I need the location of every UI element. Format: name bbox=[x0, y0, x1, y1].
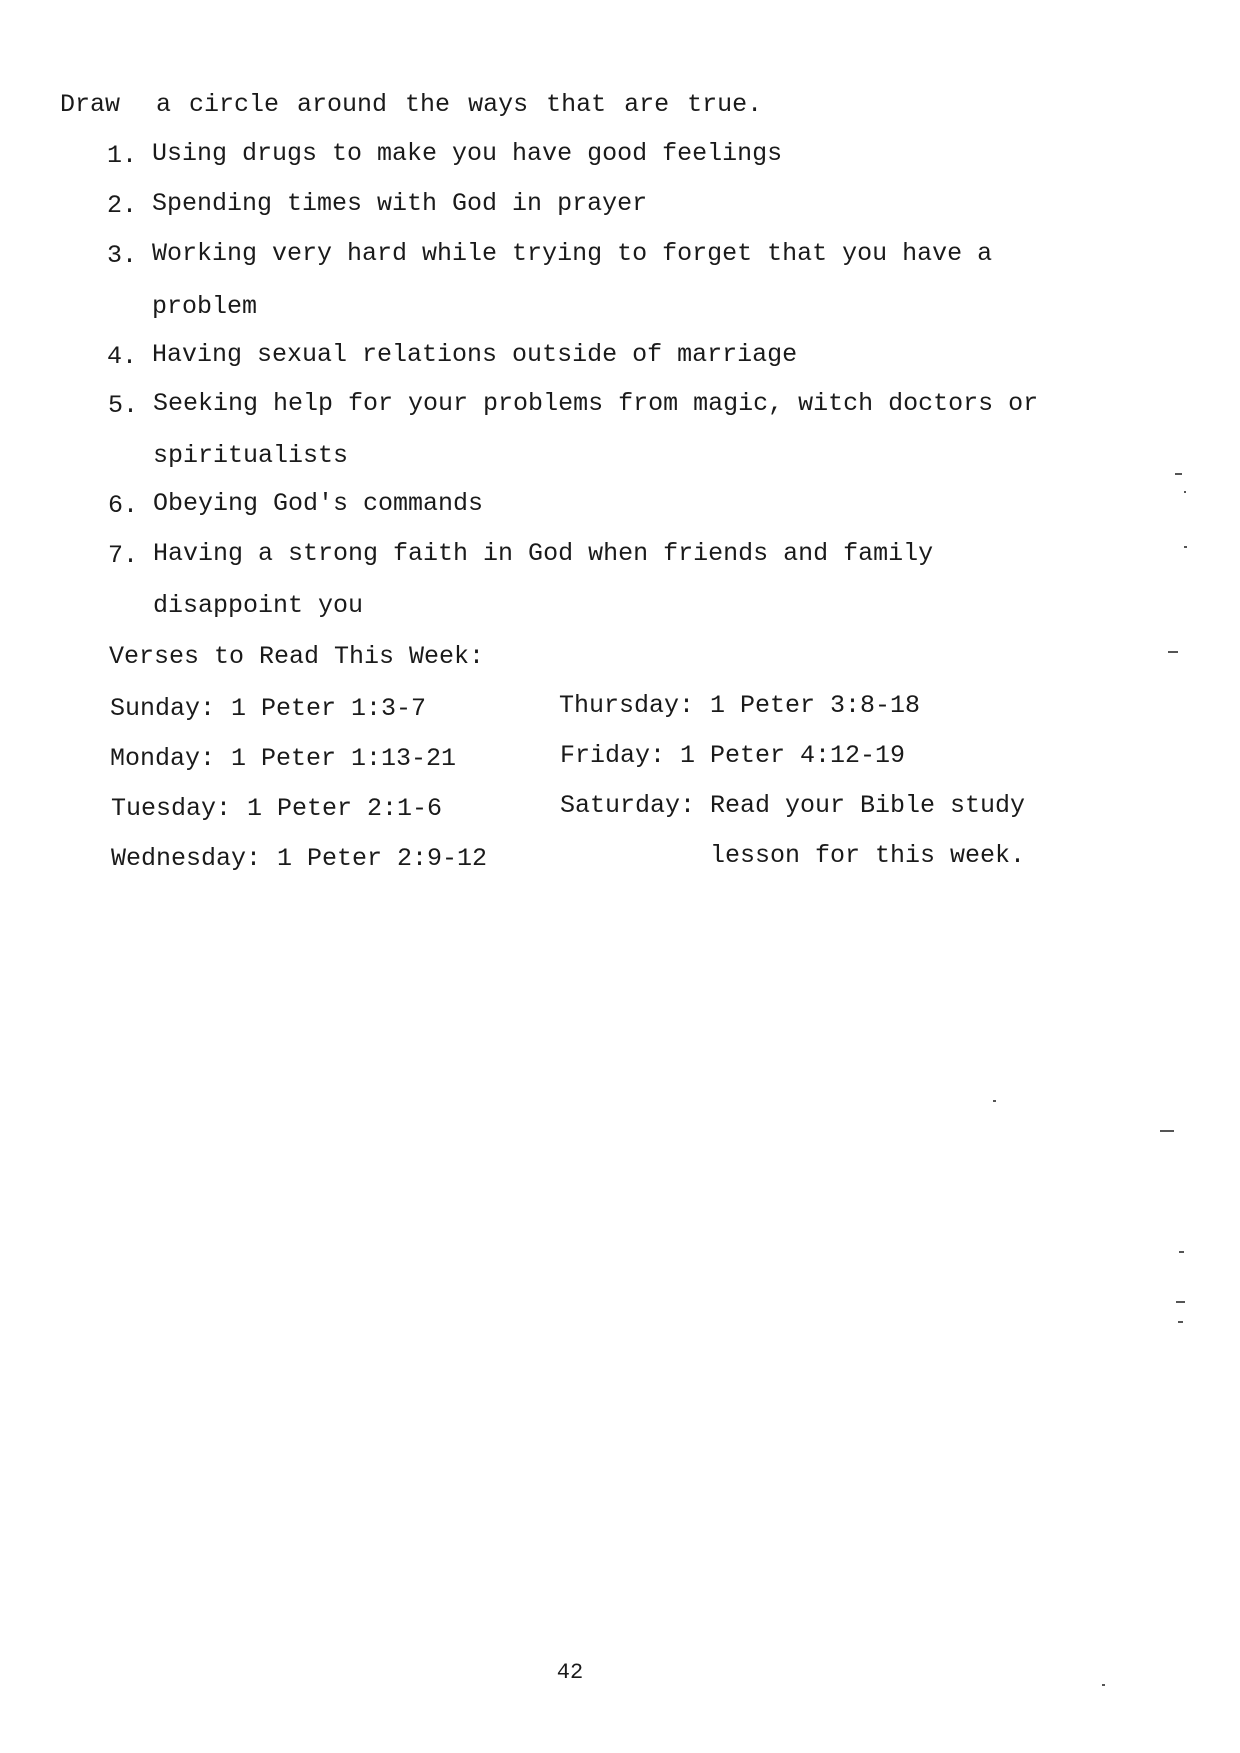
item-text: Having sexual relations outside of marriage bbox=[152, 340, 798, 369]
verse-day: Saturday: bbox=[560, 791, 696, 820]
scan-mark bbox=[1168, 651, 1178, 653]
item-text: Having a strong faith in God when friends and family bbox=[153, 539, 934, 568]
verse-reference-continued: lesson for this week. bbox=[710, 841, 1026, 870]
item-text: Spending times with God in prayer bbox=[152, 189, 648, 218]
verse-reference: Read your Bible study bbox=[710, 791, 1026, 820]
item-number: 7. bbox=[108, 541, 139, 570]
item-number: 4. bbox=[107, 342, 138, 371]
item-number: 2. bbox=[107, 191, 138, 220]
item-number: 1. bbox=[107, 141, 138, 170]
item-text-continued: disappoint you bbox=[153, 591, 364, 620]
item-text: Obeying God's commands bbox=[153, 489, 484, 518]
verse-reference: 1 Peter 4:12-19 bbox=[680, 741, 906, 770]
scan-mark bbox=[1176, 1301, 1185, 1303]
item-text: Seeking help for your problems from magic, witch doctors or bbox=[153, 389, 1039, 418]
scan-mark bbox=[1160, 1130, 1174, 1132]
scan-mark bbox=[1102, 1684, 1105, 1686]
scan-mark bbox=[1184, 546, 1187, 548]
scan-mark bbox=[1184, 491, 1186, 493]
verse-day: Monday: bbox=[110, 744, 216, 773]
instruction-text: Draw a circle around the ways that are true. bbox=[60, 90, 763, 119]
verse-day: Friday: bbox=[560, 741, 666, 770]
verse-day: Sunday: bbox=[110, 694, 216, 723]
verse-reference: 1 Peter 1:3-7 bbox=[231, 694, 427, 723]
verse-day: Thursday: bbox=[559, 691, 695, 720]
scan-mark bbox=[1175, 473, 1182, 475]
item-text: Using drugs to make you have good feelings bbox=[152, 139, 783, 168]
scan-mark bbox=[993, 1100, 996, 1102]
verse-reference: 1 Peter 3:8-18 bbox=[710, 691, 921, 720]
scan-mark bbox=[1179, 1251, 1184, 1253]
item-number: 3. bbox=[107, 241, 138, 270]
item-number: 5. bbox=[108, 391, 139, 420]
verse-reference: 1 Peter 2:9-12 bbox=[277, 844, 488, 873]
verse-reference: 1 Peter 2:1-6 bbox=[247, 794, 443, 823]
item-text-continued: problem bbox=[152, 292, 258, 321]
scan-mark bbox=[1178, 1321, 1183, 1323]
verse-day: Wednesday: bbox=[111, 844, 262, 873]
verse-day: Tuesday: bbox=[111, 794, 232, 823]
item-text-continued: spiritualists bbox=[153, 441, 349, 470]
verse-reference: 1 Peter 1:13-21 bbox=[231, 744, 457, 773]
item-number: 6. bbox=[108, 491, 139, 520]
page-number: 42 bbox=[556, 1660, 584, 1685]
verses-heading: Verses to Read This Week: bbox=[109, 642, 485, 671]
item-text: Working very hard while trying to forget that you have a bbox=[152, 239, 993, 268]
